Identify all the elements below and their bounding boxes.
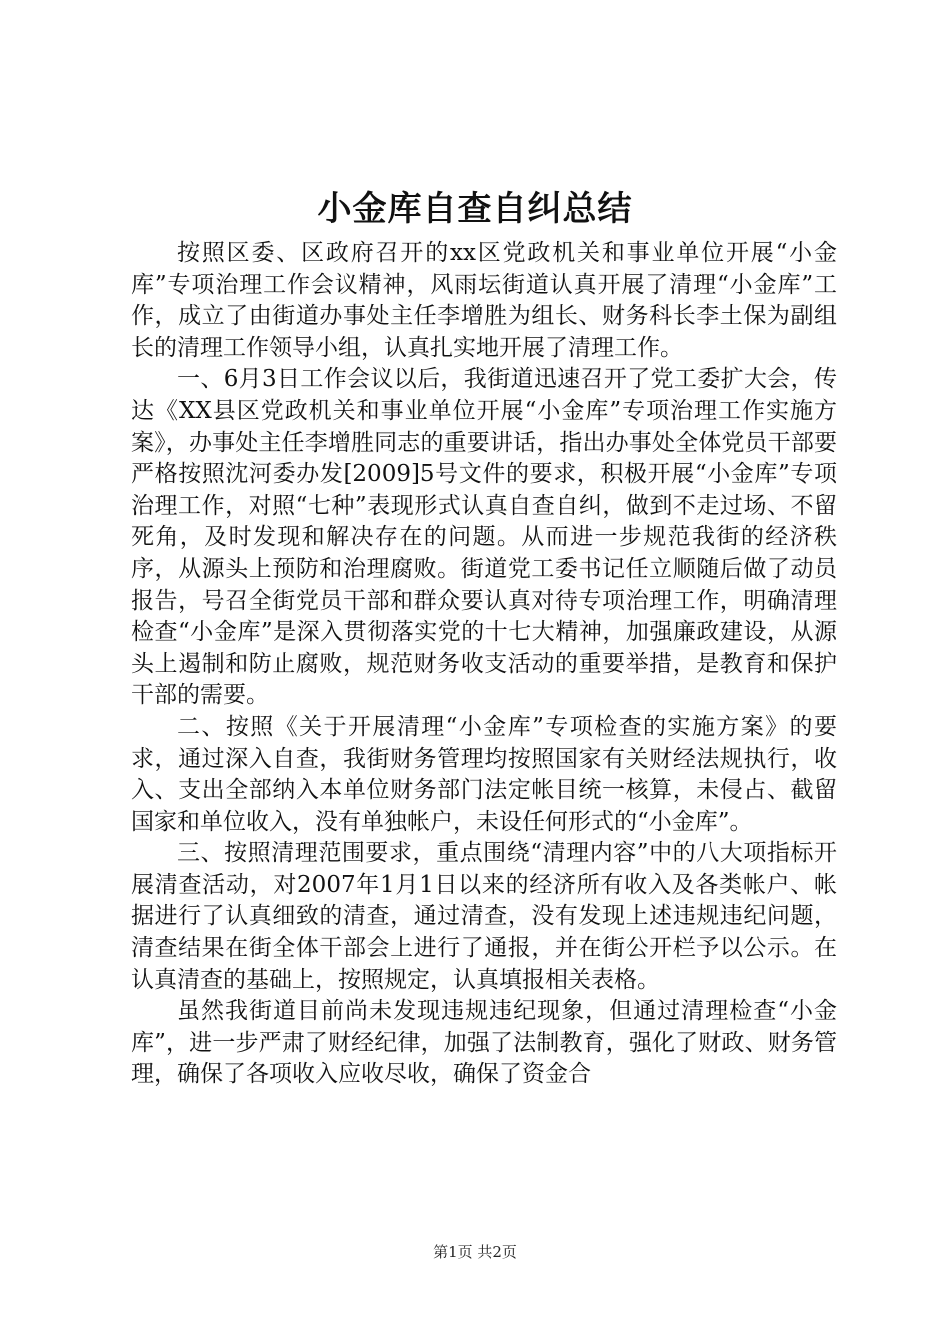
paragraph-intro: 按照区委、区政府召开的xx区党政机关和事业单位开展“小金库”专项治理工作会议精神，风雨坛街道认真开展了清理“小金库”工作，成立了由街道办事处主任李增胜为组长、财务科长李土保为副组长的清理工作领导小组，认真扎实地开展了清理工作。	[131, 240, 837, 361]
paragraph-section-3: 三、按照清理范围要求，重点围绕“清理内容”中的八大项指标开展清查活动，对2007年1月1日以来的经济所有收入及各类帐户、帐据进行了认真细致的清查，通过清查，没有发现上述违规违纪问题，清查结果在街全体干部会上进行了通报，并在街公开栏予以公示。在认真清查的基础上，按照规定，认真填报相关表格。	[131, 840, 837, 993]
paragraph-closing: 虽然我街道目前尚未发现违规违纪现象，但通过清理检查“小金库”，进一步严肃了财经纪律，加强了法制教育，强化了财政、财务管理，确保了各项收入应收尽收，确保了资金合	[131, 998, 837, 1088]
paragraph-section-2: 二、按照《关于开展清理“小金库”专项检查的实施方案》的要求，通过深入自查，我街财务管理均按照国家有关财经法规执行，收入、支出全部纳入本单位财务部门法定帐目统一核算，未侵占、截留国家和单位收入，没有单独帐户，未设任何形式的“小金库”。	[131, 713, 837, 835]
page-number-footer: 第1页 共2页	[433, 1243, 517, 1261]
document-body	[131, 238, 837, 1091]
document-title: 小金库自查自纠总结	[317, 189, 633, 229]
paragraph-section-1: 一、6月3日工作会议以后，我街道迅速召开了党工委扩大会，传达《XX县区党政机关和事业单位开展“小金库”专项治理工作实施方案》，办事处主任李增胜同志的重要讲话，指出办事处全体党员干部要严格按照沈河委办发[2009]5号文件的要求，积极开展“小金库”专项治理工作，对照“七种”表现形式认真自查自纠，做到不走过场、不留死角，及时发现和解决存在的问题。从而进一步规范我街的经济秩序，从源头上预防和治理腐败。街道党工委书记任立顺随后做了动员报告，号召全街党员干部和群众要认真对待专项治理工作，明确清理检查“小金库”是深入贯彻落实党的十七大精神，加强廉政建设，从源头上遏制和防止腐败，规范财务收支活动的重要举措，是教育和保护干部的需要。	[131, 366, 837, 709]
